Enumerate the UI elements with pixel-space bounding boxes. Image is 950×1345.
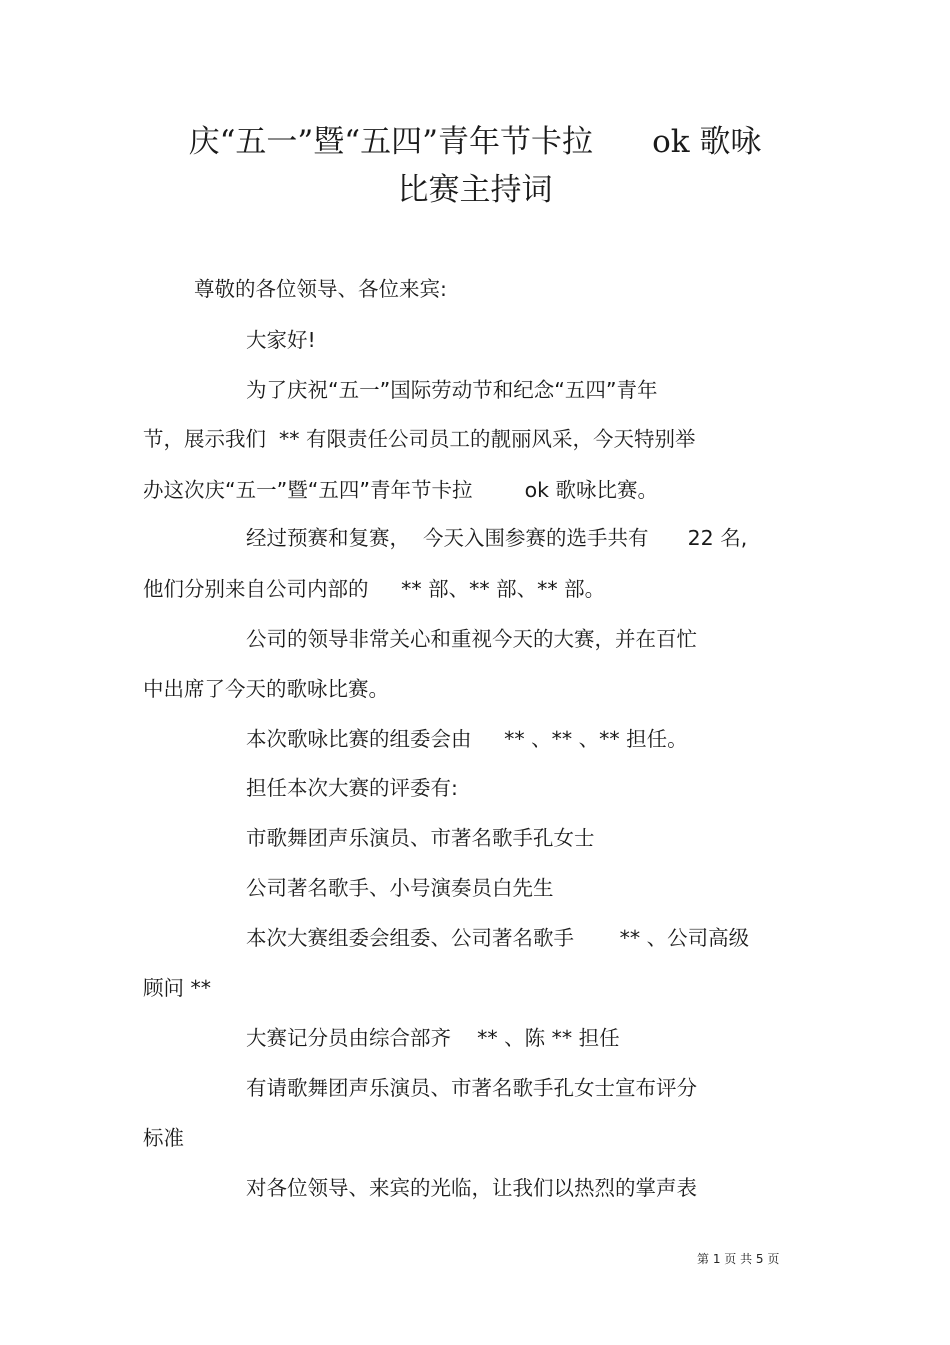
paragraph-line: 市歌舞团声乐演员、市著名歌手孔女士 [246,826,595,850]
greeting: 大家好! [246,328,316,352]
paragraph-line: 为了庆祝“五一”国际劳动节和纪念“五四”青年 [246,378,658,402]
paragraph-line: 顾问 ** [143,976,212,1000]
document-title-line-2: 比赛主持词 [397,172,553,208]
paragraph-line: 办这次庆“五一”暨“五四”青年节卡拉 ok 歌咏比赛。 [143,478,659,502]
paragraph-line: 公司著名歌手、小号演奏员白先生 [246,876,554,900]
paragraph-line: 本次大赛组委会组委、公司著名歌手 ** 、公司高级 [246,926,750,950]
paragraph-line: 节，展示我们 ** 有限责任公司员工的靓丽风采，今天特别举 [143,427,696,451]
paragraph-line: 本次歌咏比赛的组委会由 ** 、** 、** 担任。 [246,727,688,751]
paragraph-line: 有请歌舞团声乐演员、市著名歌手孔女士宣布评分 [246,1076,697,1100]
paragraph-line: 中出席了今天的歌咏比赛。 [143,677,389,701]
paragraph-line: 对各位领导、来宾的光临，让我们以热烈的掌声表 [246,1176,697,1200]
salutation: 尊敬的各位领导、各位来宾: [194,277,447,301]
paragraph-line: 标准 [143,1126,184,1150]
paragraph-line: 经过预赛和复赛， 今天入围参赛的选手共有 22 名, [246,526,748,550]
paragraph-line: 担任本次大赛的评委有: [246,776,458,800]
paragraph-line: 他们分别来自公司内部的 ** 部、** 部、** 部。 [143,577,606,601]
paragraph-line: 公司的领导非常关心和重视今天的大赛，并在百忙 [246,627,697,651]
paragraph-line: 大赛记分员由综合部齐 ** 、陈 ** 担任 [246,1026,620,1050]
page-footer: 第 1 页 共 5 页 [697,1252,780,1266]
document-title-line-1: 庆“五一”暨“五四”青年节卡拉 ok 歌咏 [188,124,762,160]
